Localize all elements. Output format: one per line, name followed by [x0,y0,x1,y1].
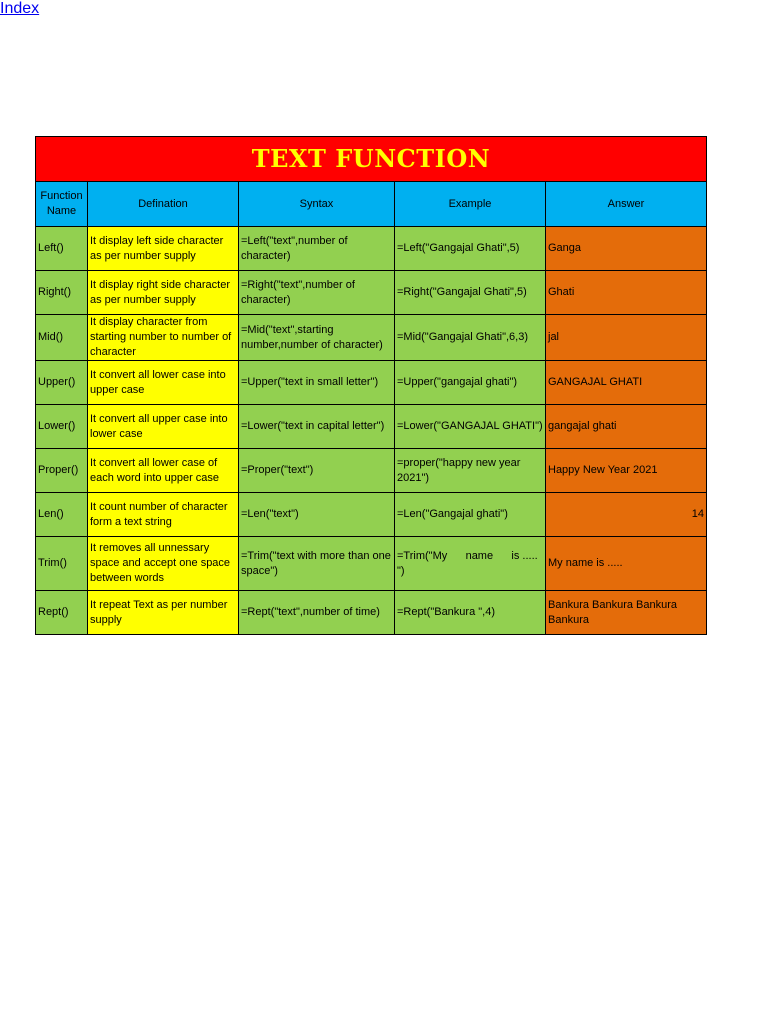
definition-cell[interactable]: It count number of character form a text string [88,493,239,537]
syntax-cell[interactable]: =Lower("text in capital letter") [239,405,395,449]
definition-cell[interactable]: It repeat Text as per number supply [88,591,239,635]
answer-cell[interactable]: GANGAJAL GHATI [546,361,707,405]
table-row [36,271,707,315]
example-cell[interactable]: =Rept("Bankura ",4) [395,591,546,635]
answer-cell[interactable]: Ganga [546,227,707,271]
table-row [36,449,707,493]
header-row [36,182,707,227]
title-cell [36,137,707,182]
header-syntax[interactable]: Syntax [239,182,395,227]
syntax-cell[interactable]: =Mid("text",starting number,number of character) [239,315,395,361]
index-link[interactable]: Index [0,0,40,17]
definition-cell[interactable]: It display character from starting number to number of character [88,315,239,361]
syntax-cell[interactable]: =Len("text") [239,493,395,537]
definition-cell[interactable]: It display left side character as per number supply [88,227,239,271]
function-name-cell[interactable]: Len() [36,493,88,537]
syntax-cell[interactable]: =Right("text",number of character) [239,271,395,315]
example-cell[interactable]: =Right("Gangajal Ghati",5) [395,271,546,315]
syntax-cell[interactable]: =Upper("text in small letter") [239,361,395,405]
table-body [36,227,707,635]
function-name-cell[interactable]: Lower() [36,405,88,449]
function-name-cell[interactable]: Mid() [36,315,88,361]
answer-cell[interactable]: Ghati [546,271,707,315]
function-name-cell[interactable]: Right() [36,271,88,315]
definition-cell[interactable]: It convert all upper case into lower case [88,405,239,449]
syntax-cell[interactable]: =Rept("text",number of time) [239,591,395,635]
header-example[interactable]: Example [395,182,546,227]
answer-cell[interactable]: 14 [546,493,707,537]
example-cell[interactable]: =Mid("Gangajal Ghati",6,3) [395,315,546,361]
example-cell[interactable]: =Len("Gangajal ghati") [395,493,546,537]
answer-cell[interactable]: gangajal ghati [546,405,707,449]
definition-cell[interactable]: It removes all unnessary space and accept one space between words [88,537,239,591]
example-cell[interactable]: =Upper("gangajal ghati") [395,361,546,405]
answer-cell[interactable]: Bankura Bankura Bankura Bankura [546,591,707,635]
function-name-cell[interactable]: Trim() [36,537,88,591]
table-row [36,591,707,635]
function-name-cell[interactable]: Proper() [36,449,88,493]
header-defination[interactable]: Defination [88,182,239,227]
syntax-cell[interactable]: =Trim("text with more than one space") [239,537,395,591]
title-row [36,137,707,182]
syntax-cell[interactable]: =Left("text",number of character) [239,227,395,271]
header-function-name[interactable]: Function Name [36,182,88,227]
definition-cell[interactable]: It convert all lower case of each word into upper case [88,449,239,493]
syntax-cell[interactable]: =Proper("text") [239,449,395,493]
example-cell[interactable]: =Trim("My name is ..... ") [395,537,546,591]
sheet-title: TEXT FUNCTION [251,144,491,173]
example-cell[interactable]: =proper("happy new year 2021") [395,449,546,493]
table-row [36,405,707,449]
table-row [36,361,707,405]
answer-cell[interactable]: My name is ..... [546,537,707,591]
example-cell[interactable]: =Lower("GANGAJAL GHATI") [395,405,546,449]
answer-cell[interactable]: Happy New Year 2021 [546,449,707,493]
table-row [36,537,707,591]
function-name-cell[interactable]: Left() [36,227,88,271]
function-name-cell[interactable]: Upper() [36,361,88,405]
table-row [36,227,707,271]
header-answer[interactable]: Answer [546,182,707,227]
table-row [36,315,707,361]
text-function-table [35,136,707,635]
function-name-cell[interactable]: Rept() [36,591,88,635]
definition-cell[interactable]: It convert all lower case into upper case [88,361,239,405]
example-cell[interactable]: =Left("Gangajal Ghati",5) [395,227,546,271]
table-row [36,493,707,537]
definition-cell[interactable]: It display right side character as per number supply [88,271,239,315]
answer-cell[interactable]: jal [546,315,707,361]
